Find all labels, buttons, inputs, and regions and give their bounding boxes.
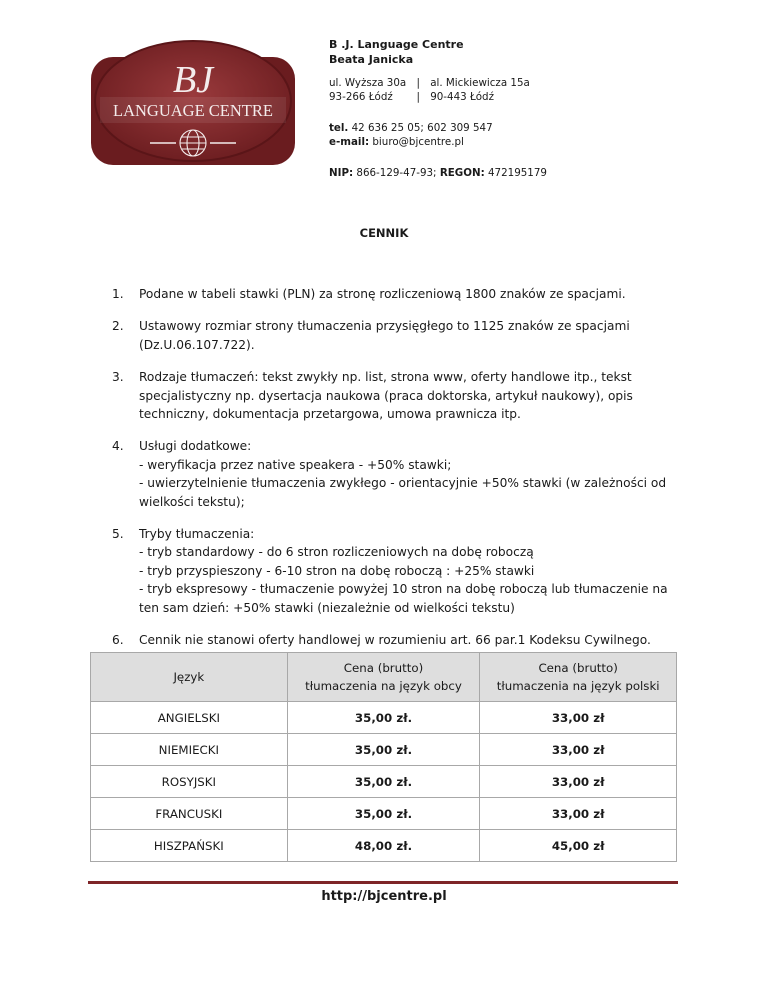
footer-rule xyxy=(88,881,678,884)
column-header-line: tłumaczenia na język polski xyxy=(496,679,660,693)
rule-line: ten sam dzień: +50% stawki (niezależnie od wielkości tekstu) xyxy=(139,600,515,615)
table-header-row xyxy=(91,653,677,702)
price-polish-cell: 33,00 zł xyxy=(480,798,677,830)
price-foreign-cell: 35,00 zł. xyxy=(287,734,480,766)
rule-line: Usługi dodatkowe: xyxy=(139,439,252,454)
logo-bj-text: BJ xyxy=(172,59,214,101)
org-name: B .J. Language Centre xyxy=(329,38,464,51)
rule-item xyxy=(112,631,672,649)
rule-line: - tryb przyspieszony - 6-10 stron na dobę roboczą : +25% stawki xyxy=(139,563,535,578)
bj-language-centre-logo xyxy=(88,37,298,174)
rule-item xyxy=(112,368,672,423)
rule-line: - tryb ekspresowy - tłumaczenie powyżej 10 stron na dobę roboczą lub tłumaczenie na xyxy=(139,582,668,597)
address-1 xyxy=(329,77,406,104)
rule-line: wielkości tekstu); xyxy=(139,494,245,509)
table-row xyxy=(91,766,677,798)
address-separator: | | xyxy=(416,77,420,103)
table-row xyxy=(91,798,677,830)
price-foreign-cell: 35,00 zł. xyxy=(287,766,480,798)
rule-number: 5. xyxy=(112,527,124,542)
column-header xyxy=(480,653,677,702)
language-cell: ROSYJSKI xyxy=(91,766,288,798)
rule-line: Cennik nie stanowi oferty handlowej w rozumieniu art. 66 par.1 Kodeksu Cywilnego. xyxy=(139,633,651,648)
rule-number: 4. xyxy=(112,439,124,454)
footer-url[interactable]: http://bjcentre.pl xyxy=(321,889,447,904)
person-name: Beata Janicka xyxy=(329,52,414,66)
language-cell: FRANCUSKI xyxy=(91,798,288,830)
rule-line: - tryb standardowy - do 6 stron rozliczeniowych na dobę roboczą xyxy=(139,545,534,560)
rule-number: 1. xyxy=(112,287,124,301)
table-body xyxy=(91,702,677,862)
rule-item xyxy=(112,437,672,511)
language-cell: HISZPAŃSKI xyxy=(91,830,288,862)
rule-line: Tryby tłumaczenia: xyxy=(139,527,255,542)
contact xyxy=(329,122,547,149)
column-header-line: Język xyxy=(173,669,205,684)
column-header-line: Cena (brutto) xyxy=(343,660,424,675)
price-polish-cell: 33,00 zł xyxy=(480,734,677,766)
address-1-city: 93-266 Łódź xyxy=(329,90,393,103)
table-row xyxy=(91,702,677,734)
column-header-line: tłumaczenia na język obcy xyxy=(305,679,462,693)
address-1-street: ul. Wyższa 30a xyxy=(329,77,407,89)
language-cell: ANGIELSKI xyxy=(91,702,288,734)
table-row xyxy=(91,734,677,766)
rule-line: - uwierzytelnienie tłumaczenia zwykłego - orientacyjnie +50% stawki (w zależności od xyxy=(139,476,667,491)
rule-line: Podane w tabeli stawki (PLN) za stronę rozliczeniową 1800 znaków ze spacjami. xyxy=(139,287,626,301)
rule-item xyxy=(112,317,672,354)
language-cell: NIEMIECKI xyxy=(91,734,288,766)
price-rules-list xyxy=(112,285,672,664)
address-2-street: al. Mickiewicza 15a xyxy=(430,77,530,89)
column-header xyxy=(287,653,480,702)
table-row xyxy=(91,830,677,862)
column-header xyxy=(91,653,288,702)
price-foreign-cell: 35,00 zł. xyxy=(287,798,480,830)
addresses xyxy=(329,77,547,104)
rule-number: 6. xyxy=(112,633,124,648)
rule-line: specjalistyczny np. dysertacja naukowa (praca doktorska, artykuł naukowy), opis xyxy=(139,388,633,403)
rule-item xyxy=(112,525,672,617)
registration-numbers: NIP: 866-129-47-93; REGON: 472195179 xyxy=(329,167,547,179)
price-polish-cell: 45,00 zł xyxy=(480,830,677,862)
rule-line: Ustawowy rozmiar strony tłumaczenia przysięgłego to 1125 znaków ze spacjami xyxy=(139,319,630,334)
page-title: CENNIK xyxy=(359,226,409,240)
logo-language-centre-text: LANGUAGE CENTRE xyxy=(113,101,273,120)
price-foreign-cell: 48,00 zł. xyxy=(287,830,480,862)
rule-line: Rodzaje tłumaczeń: tekst zwykły np. list, strona www, oferty handlowe itp., tekst xyxy=(139,370,632,385)
column-header-line: Cena (brutto) xyxy=(538,660,618,675)
rule-number: 2. xyxy=(112,319,124,334)
price-polish-cell: 33,00 zł xyxy=(480,766,677,798)
phone: tel. 42 636 25 05; 602 309 547 xyxy=(329,122,493,134)
address-2 xyxy=(430,77,530,104)
address-2-city: 90-443 Łódź xyxy=(430,90,494,103)
rule-line: techniczny, dokumentacja przetargowa, umowa prawnicza itp. xyxy=(139,407,521,422)
price-foreign-cell: 35,00 zł. xyxy=(287,702,480,734)
rule-line: - weryfikacja przez native speakera - +50% stawki; xyxy=(139,457,452,472)
price-table xyxy=(90,652,677,862)
rule-number: 3. xyxy=(112,370,124,385)
email: e-mail: biuro@bjcentre.pl xyxy=(329,135,464,148)
price-polish-cell: 33,00 zł xyxy=(480,702,677,734)
letterhead xyxy=(329,38,547,181)
rule-line: (Dz.U.06.107.722). xyxy=(139,337,255,352)
rule-item xyxy=(112,285,672,303)
